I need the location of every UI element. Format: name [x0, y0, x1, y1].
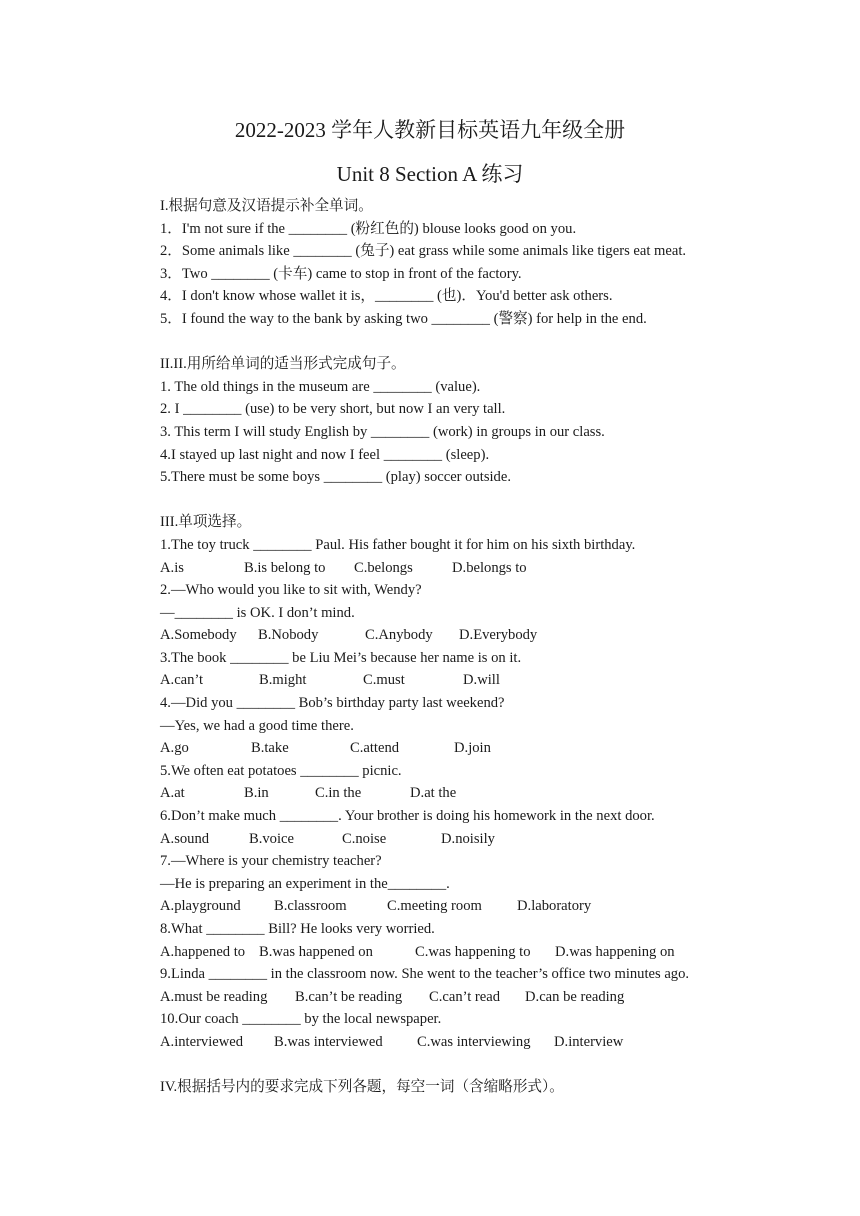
option: C.was interviewing	[417, 1033, 531, 1050]
question-stem: 7.—Where is your chemistry teacher?	[160, 853, 382, 870]
s2-item: 5.There must be some boys ________ (play) soccer outside.	[160, 469, 511, 486]
s1-item: 5．I found the way to the bank by asking two ________ (警察) for help in the end.	[160, 310, 647, 327]
question-stem: 8.What ________ Bill? He looks very worried.	[160, 921, 435, 937]
option: D.interview	[554, 1033, 624, 1050]
option: B.take	[251, 740, 289, 757]
section3-heading: III.单项选择。	[160, 514, 252, 531]
option: A.at	[160, 785, 185, 802]
question-stem: 9.Linda ________ in the classroom now. She went to the teacher’s office two minutes ago.	[160, 966, 690, 983]
s2-item: 2. I ________ (use) to be very short, but now I an very tall.	[160, 401, 506, 418]
options-row	[160, 895, 740, 918]
s2-item: 3. This term I will study English by ________ (work) in groups in our class.	[160, 423, 605, 440]
option: A.happened to	[160, 943, 246, 960]
option: B.might	[259, 672, 307, 689]
question-stem: 6.Don’t make much ________. Your brother is doing his homework in the next door.	[160, 808, 655, 825]
s1-item: 4．I don't know whose wallet it is，________ (也)．You'd better ask others.	[160, 288, 613, 305]
question-stem: 2.—Who would you like to sit with, Wendy?	[160, 582, 422, 599]
question-stem: —________ is OK. I don’t mind.	[160, 604, 355, 621]
section2-heading: II.II.用所给单词的适当形式完成句子。	[160, 356, 406, 373]
option: D.was happening on	[555, 943, 675, 960]
option: D.can be reading	[525, 988, 625, 1005]
spacer	[160, 489, 740, 512]
question-stem: —He is preparing an experiment in the________.	[160, 875, 450, 892]
options-row	[160, 737, 740, 760]
option: D.belongs to	[452, 559, 527, 576]
options-row	[160, 828, 740, 851]
option: D.will	[463, 672, 500, 689]
document-subtitle: Unit 8 Section A 练习	[336, 162, 524, 186]
option: D.noisily	[441, 830, 495, 847]
options-row	[160, 782, 740, 805]
option: A.go	[160, 740, 189, 757]
option: D.at the	[410, 785, 457, 802]
option: D.laboratory	[517, 898, 592, 915]
option: A.can’t	[160, 672, 204, 689]
section1-heading: I.根据句意及汉语提示补全单词。	[160, 198, 373, 214]
options-row	[160, 557, 740, 580]
option: A.interviewed	[160, 1033, 244, 1050]
question-stem: —Yes, we had a good time there.	[160, 717, 354, 734]
s2-item: 1. The old things in the museum are ________ (value).	[160, 378, 481, 395]
option: A.playground	[160, 898, 241, 915]
option: C.Anybody	[365, 627, 433, 644]
option: D.join	[454, 740, 491, 757]
option: C.can’t read	[429, 988, 501, 1005]
option: D.Everybody	[459, 627, 538, 644]
options-row	[160, 941, 740, 964]
option: C.noise	[342, 830, 387, 847]
s1-item: 2．Some animals like ________ (兔子) eat grass while some animals like tigers eat meat.	[160, 243, 687, 260]
option: B.in	[244, 785, 269, 802]
options-row	[160, 1031, 740, 1054]
s1-item: 1．I'm not sure if the ________ (粉红色的) blouse looks good on you.	[160, 220, 577, 237]
option: B.classroom	[274, 898, 347, 915]
option: C.was happening to	[415, 943, 531, 960]
option: A.is	[160, 559, 184, 576]
option: C.must	[363, 672, 405, 689]
question-stem: 10.Our coach ________ by the local newspaper.	[160, 1011, 442, 1028]
s1-item: 3．Two ________ (卡车) came to stop in front of the factory.	[160, 265, 522, 282]
question-stem: 1.The toy truck ________ Paul. His father bought it for him on his sixth birthday.	[160, 536, 636, 553]
document-title: 2022-2023 学年人教新目标英语九年级全册	[234, 118, 626, 142]
option: A.sound	[160, 830, 210, 847]
question-stem: 5.We often eat potatoes ________ picnic.	[160, 762, 402, 779]
option: B.was happened on	[259, 943, 373, 960]
section4-heading: IV.根据括号内的要求完成下列各题，每空一词（含缩略形式）。	[160, 1079, 564, 1096]
question-stem: 4.—Did you ________ Bob’s birthday party last weekend?	[160, 695, 505, 712]
option: B.Nobody	[258, 627, 319, 644]
document-body	[160, 195, 740, 1099]
option: C.belongs	[354, 559, 413, 576]
option: B.was interviewed	[274, 1033, 383, 1050]
option: B.is belong to	[244, 559, 326, 576]
spacer	[160, 331, 740, 354]
option: C.meeting room	[387, 898, 482, 915]
option: C.in the	[315, 785, 362, 802]
options-row	[160, 986, 740, 1009]
options-row	[160, 669, 740, 692]
option: C.attend	[350, 740, 400, 757]
s2-item: 4.I stayed up last night and now I feel ________ (sleep).	[160, 446, 490, 463]
spacer	[160, 1054, 740, 1077]
option: B.can’t be reading	[295, 988, 403, 1005]
option: B.voice	[249, 830, 294, 847]
options-row	[160, 624, 740, 647]
option: A.Somebody	[160, 627, 237, 644]
option: A.must be reading	[160, 988, 268, 1005]
question-stem: 3.The book ________ be Liu Mei’s because her name is on it.	[160, 649, 522, 666]
